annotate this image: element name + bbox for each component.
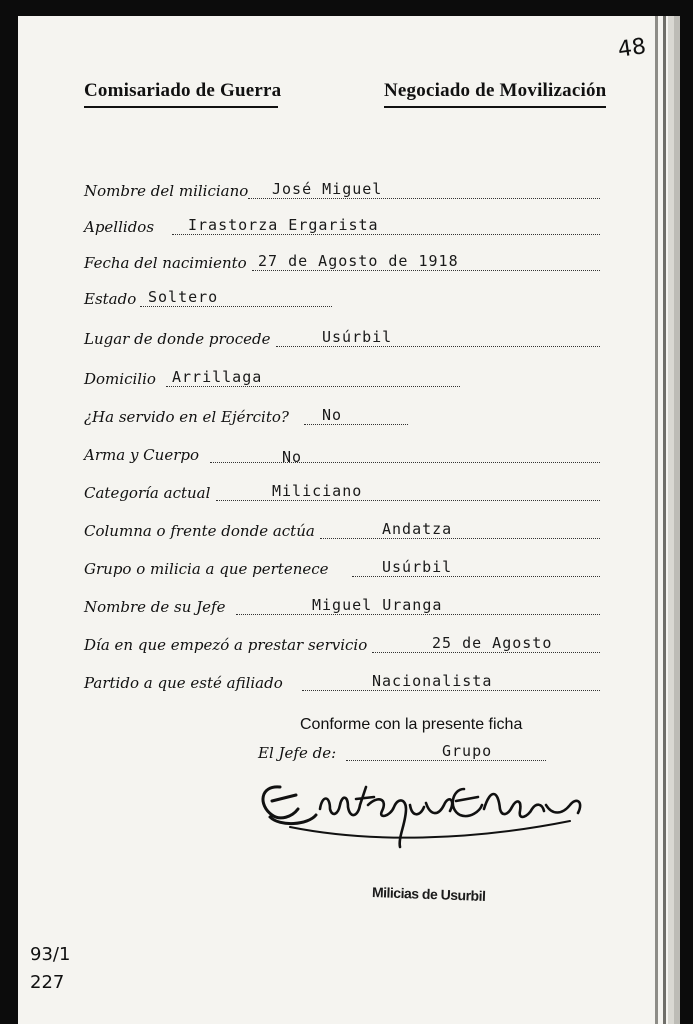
field-label: Columna o frente donde actúa [84,522,315,540]
field-label: Nombre de su Jefe [84,598,226,616]
field-value: Miliciano [272,482,363,500]
dotted-line [166,386,460,387]
field-value: Miguel Uranga [312,596,443,614]
field-label: Apellidos [84,218,155,236]
field-value: Irastorza Ergarista [188,216,379,234]
field-value: Usúrbil [322,328,393,346]
page-number: 48 [616,34,648,63]
field-value: Arrillaga [172,368,263,386]
field-label: Domicilio [84,370,156,388]
dotted-line [346,760,546,761]
jefe-label: El Jefe de: [258,744,337,762]
page-edge [655,16,658,1024]
header-left-underline [84,106,278,108]
field-label: Lugar de donde procede [84,330,271,348]
document-page [18,16,668,1024]
signature [250,765,590,855]
field-label: Estado [84,290,137,308]
header-left: Comisariado de Guerra [84,80,282,101]
dotted-line [320,538,600,539]
page-edge [663,16,666,1024]
conforme-text: Conforme con la presente ficha [300,716,523,733]
dotted-line [216,500,600,501]
field-value: José Miguel [272,180,383,198]
dotted-line [302,690,600,691]
field-value: No [282,448,303,466]
field-value: 25 de Agosto [432,634,553,652]
dotted-line [252,270,600,271]
field-label: Partido a que esté afiliado [84,674,283,692]
field-label: Arma y Cuerpo [84,446,199,464]
dotted-line [304,424,408,425]
field-label: ¿Ha servido en el Ejército? [84,408,289,426]
dotted-line [372,652,600,653]
field-label: Fecha del nacimiento [84,254,247,272]
dotted-line [248,198,600,199]
dotted-line [352,576,600,577]
field-value: 27 de Agosto de 1918 [258,252,459,270]
field-label: Grupo o milicia a que pertenece [84,560,329,578]
field-value: No [322,406,343,424]
margin-note: 227 [30,972,65,993]
jefe-value: Grupo [442,742,493,760]
margin-note: 93/1 [30,944,71,965]
field-value: Nacionalista [372,672,493,690]
dotted-line [210,462,600,463]
header-right: Negociado de Movilización [384,80,607,101]
dotted-line [276,346,600,347]
stamp-text: Milicias de Usurbil [371,884,486,904]
field-label: Nombre del miliciano [84,182,249,200]
field-label: Día en que empezó a prestar servicio [84,636,368,654]
field-value: Andatza [382,520,453,538]
header-right-underline [384,106,606,108]
field-value: Usúrbil [382,558,453,576]
dotted-line [236,614,600,615]
field-value: Soltero [148,288,219,306]
dotted-line [140,306,332,307]
dotted-line [172,234,600,235]
field-label: Categoría actual [84,484,211,502]
